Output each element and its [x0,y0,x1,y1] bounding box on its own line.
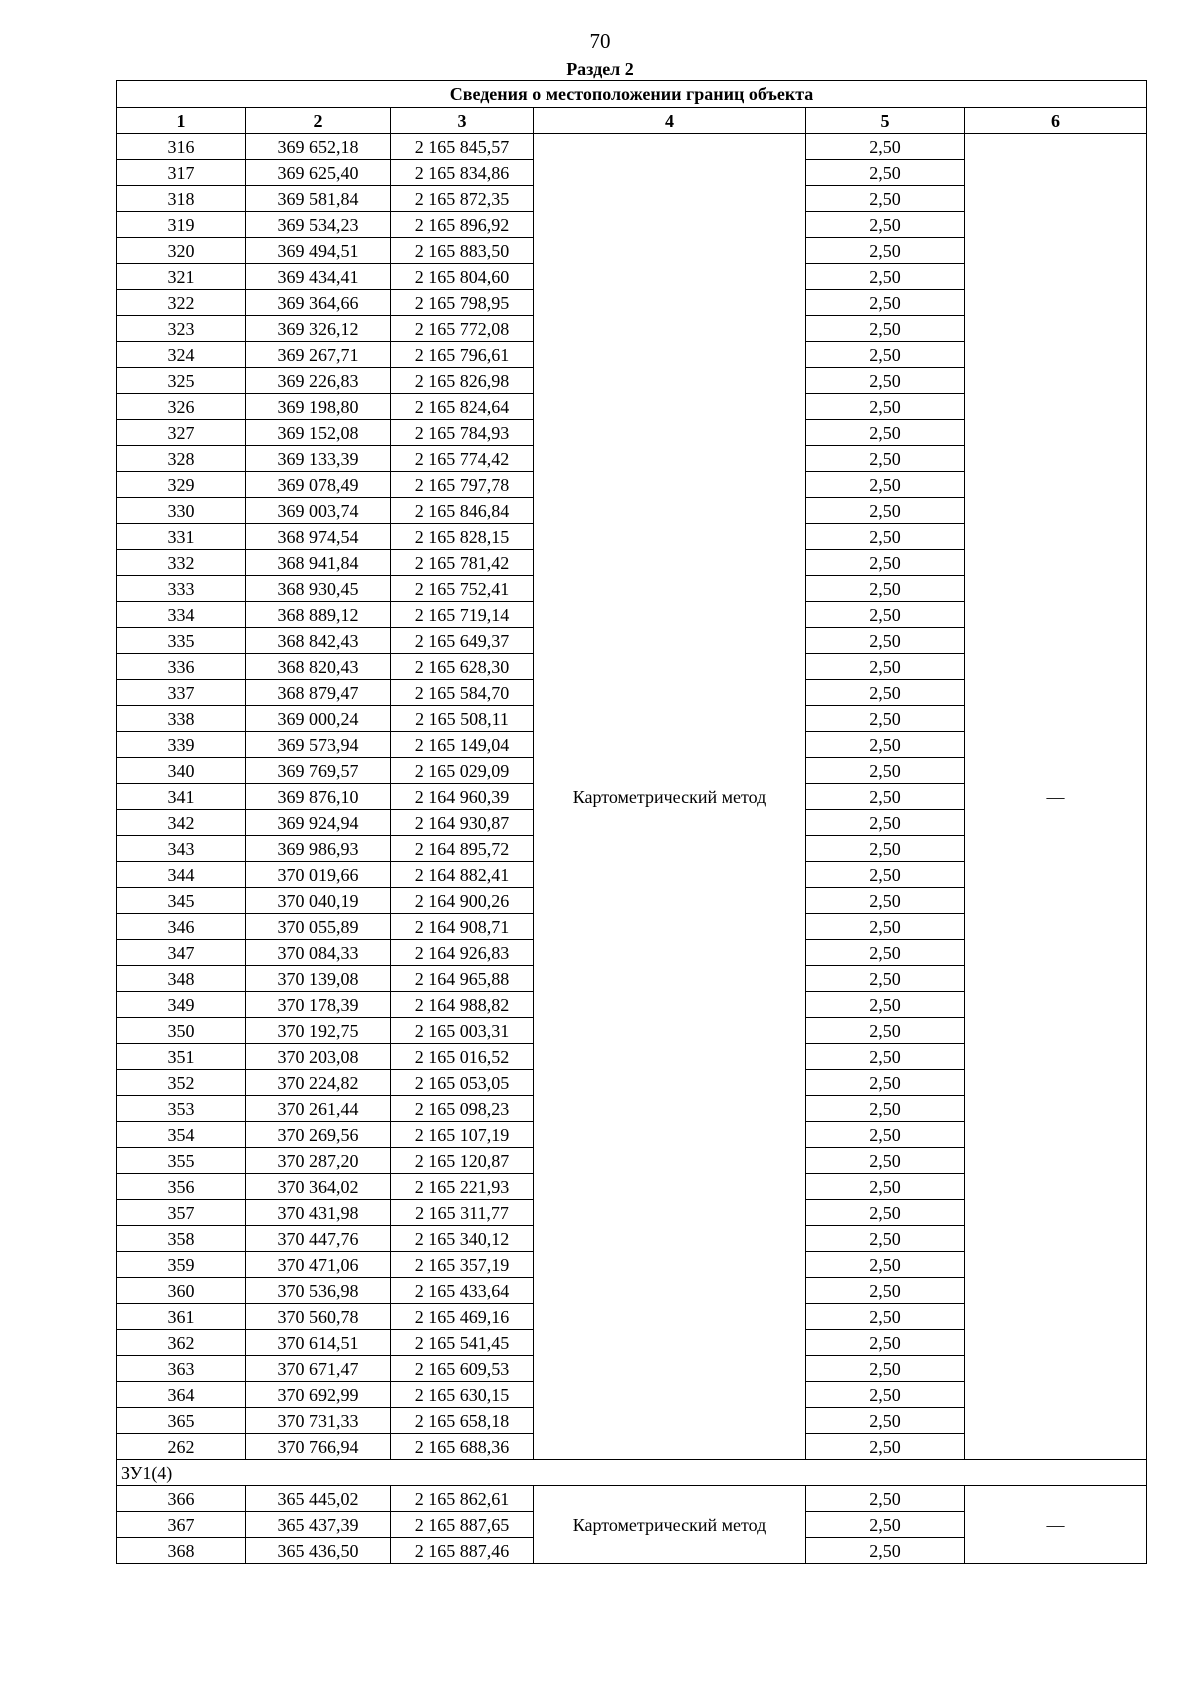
coordinate-y-cell: 2 165 688,36 [391,1434,534,1460]
accuracy-cell: 2,50 [806,1070,965,1096]
coordinate-x-cell: 369 152,08 [246,420,391,446]
point-number-cell: 354 [117,1122,246,1148]
accuracy-cell: 2,50 [806,888,965,914]
coordinate-x-cell: 370 560,78 [246,1304,391,1330]
point-number-cell: 337 [117,680,246,706]
coordinate-x-cell: 370 224,82 [246,1070,391,1096]
point-number-cell: 334 [117,602,246,628]
coordinate-x-cell: 370 431,98 [246,1200,391,1226]
point-number-cell: 320 [117,238,246,264]
accuracy-cell: 2,50 [806,212,965,238]
accuracy-cell: 2,50 [806,654,965,680]
coordinate-x-cell: 369 625,40 [246,160,391,186]
point-number-cell: 323 [117,316,246,342]
coordinate-y-cell: 2 164 988,82 [391,992,534,1018]
coordinate-y-cell: 2 165 798,95 [391,290,534,316]
accuracy-cell: 2,50 [806,264,965,290]
point-number-cell: 363 [117,1356,246,1382]
point-number-cell: 345 [117,888,246,914]
accuracy-cell: 2,50 [806,628,965,654]
coordinate-x-cell: 368 974,54 [246,524,391,550]
accuracy-cell: 2,50 [806,1408,965,1434]
accuracy-cell: 2,50 [806,550,965,576]
accuracy-cell: 2,50 [806,394,965,420]
point-number-cell: 348 [117,966,246,992]
coordinate-y-cell: 2 164 900,26 [391,888,534,914]
coordinate-x-cell: 368 930,45 [246,576,391,602]
point-number-cell: 324 [117,342,246,368]
coordinate-x-cell: 370 084,33 [246,940,391,966]
point-number-cell: 328 [117,446,246,472]
method-cell: Картометрический метод [534,134,806,1460]
accuracy-cell: 2,50 [806,498,965,524]
coordinate-x-cell: 370 192,75 [246,1018,391,1044]
accuracy-cell: 2,50 [806,1538,965,1564]
accuracy-cell: 2,50 [806,940,965,966]
point-number-cell: 347 [117,940,246,966]
coordinate-x-cell: 368 889,12 [246,602,391,628]
coordinate-x-cell: 368 941,84 [246,550,391,576]
accuracy-cell: 2,50 [806,966,965,992]
accuracy-cell: 2,50 [806,290,965,316]
coordinate-y-cell: 2 165 628,30 [391,654,534,680]
coordinate-x-cell: 369 876,10 [246,784,391,810]
accuracy-cell: 2,50 [806,992,965,1018]
coordinate-x-cell: 369 003,74 [246,498,391,524]
accuracy-cell: 2,50 [806,160,965,186]
accuracy-cell: 2,50 [806,1278,965,1304]
coordinate-y-cell: 2 165 221,93 [391,1174,534,1200]
point-number-cell: 321 [117,264,246,290]
point-number-cell: 351 [117,1044,246,1070]
point-number-cell: 359 [117,1252,246,1278]
coordinate-x-cell: 369 267,71 [246,342,391,368]
coordinate-x-cell: 370 364,02 [246,1174,391,1200]
coordinate-x-cell: 369 534,23 [246,212,391,238]
coordinate-y-cell: 2 164 882,41 [391,862,534,888]
section-title: Раздел 2 [566,59,634,79]
table-header-row [117,108,1147,134]
coordinate-y-cell: 2 165 149,04 [391,732,534,758]
point-number-cell: 358 [117,1226,246,1252]
point-number-cell: 327 [117,420,246,446]
coordinate-y-cell: 2 165 016,52 [391,1044,534,1070]
point-number-cell: 362 [117,1330,246,1356]
accuracy-cell: 2,50 [806,186,965,212]
point-number-cell: 349 [117,992,246,1018]
point-number-cell: 367 [117,1512,246,1538]
point-number-cell: 342 [117,810,246,836]
accuracy-cell: 2,50 [806,446,965,472]
point-number-cell: 318 [117,186,246,212]
coordinate-y-cell: 2 165 752,41 [391,576,534,602]
accuracy-cell: 2,50 [806,836,965,862]
point-number-cell: 317 [117,160,246,186]
coordinate-y-cell: 2 165 120,87 [391,1148,534,1174]
coordinate-x-cell: 370 055,89 [246,914,391,940]
point-number-cell: 262 [117,1434,246,1460]
coordinate-y-cell: 2 165 508,11 [391,706,534,732]
point-number-cell: 340 [117,758,246,784]
coordinate-x-cell: 369 198,80 [246,394,391,420]
accuracy-cell: 2,50 [806,784,965,810]
accuracy-cell: 2,50 [806,810,965,836]
coordinate-y-cell: 2 165 862,61 [391,1486,534,1512]
note-cell: — [965,134,1147,1460]
coordinate-y-cell: 2 165 887,46 [391,1538,534,1564]
coordinate-y-cell: 2 165 433,64 [391,1278,534,1304]
point-number-cell: 332 [117,550,246,576]
point-number-cell: 330 [117,498,246,524]
table-row [117,1486,1147,1512]
coordinate-y-cell: 2 165 029,09 [391,758,534,784]
point-number-cell: 366 [117,1486,246,1512]
point-number-cell: 316 [117,134,246,160]
coordinate-x-cell: 369 434,41 [246,264,391,290]
coordinate-y-cell: 2 165 719,14 [391,602,534,628]
coordinate-x-cell: 370 614,51 [246,1330,391,1356]
coordinate-y-cell: 2 165 357,19 [391,1252,534,1278]
point-number-cell: 343 [117,836,246,862]
point-number-cell: 336 [117,654,246,680]
coordinate-x-cell: 370 692,99 [246,1382,391,1408]
coordinate-y-cell: 2 165 541,45 [391,1330,534,1356]
point-number-cell: 319 [117,212,246,238]
coordinate-x-cell: 368 820,43 [246,654,391,680]
accuracy-cell: 2,50 [806,1096,965,1122]
point-number-cell: 339 [117,732,246,758]
point-number-cell: 365 [117,1408,246,1434]
point-number-cell: 355 [117,1148,246,1174]
column-header-6: 6 [965,108,1147,134]
coordinate-y-cell: 2 165 772,08 [391,316,534,342]
coordinate-y-cell: 2 165 311,77 [391,1200,534,1226]
point-number-cell: 356 [117,1174,246,1200]
point-number-cell: 353 [117,1096,246,1122]
coordinate-x-cell: 370 261,44 [246,1096,391,1122]
point-number-cell: 352 [117,1070,246,1096]
column-header-3: 3 [391,108,534,134]
coordinate-y-cell: 2 164 930,87 [391,810,534,836]
coordinate-y-cell: 2 165 828,15 [391,524,534,550]
coordinate-x-cell: 365 437,39 [246,1512,391,1538]
point-number-cell: 346 [117,914,246,940]
table-caption: Сведения о местоположении границ объекта [117,81,1147,108]
point-number-cell: 360 [117,1278,246,1304]
page-number: 70 [589,29,611,53]
accuracy-cell: 2,50 [806,1252,965,1278]
accuracy-cell: 2,50 [806,914,965,940]
table-caption-row [117,81,1147,108]
coordinate-y-cell: 2 165 804,60 [391,264,534,290]
coordinate-x-cell: 369 652,18 [246,134,391,160]
accuracy-cell: 2,50 [806,368,965,394]
coordinate-x-cell: 370 447,76 [246,1226,391,1252]
coordinate-x-cell: 369 924,94 [246,810,391,836]
accuracy-cell: 2,50 [806,862,965,888]
point-number-cell: 357 [117,1200,246,1226]
coordinate-y-cell: 2 165 098,23 [391,1096,534,1122]
coordinate-y-cell: 2 165 834,86 [391,160,534,186]
column-header-5: 5 [806,108,965,134]
group-label: ЗУ1(4) [117,1460,1147,1486]
coordinate-y-cell: 2 164 895,72 [391,836,534,862]
coordinate-x-cell: 368 842,43 [246,628,391,654]
coordinate-y-cell: 2 165 774,42 [391,446,534,472]
accuracy-cell: 2,50 [806,1174,965,1200]
coordinate-y-cell: 2 165 469,16 [391,1304,534,1330]
coordinate-x-cell: 369 494,51 [246,238,391,264]
accuracy-cell: 2,50 [806,342,965,368]
coordinate-x-cell: 370 178,39 [246,992,391,1018]
point-number-cell: 364 [117,1382,246,1408]
column-header-4: 4 [534,108,806,134]
point-number-cell: 329 [117,472,246,498]
coordinate-x-cell: 365 436,50 [246,1538,391,1564]
accuracy-cell: 2,50 [806,732,965,758]
accuracy-cell: 2,50 [806,758,965,784]
point-number-cell: 368 [117,1538,246,1564]
coordinate-x-cell: 365 445,02 [246,1486,391,1512]
group-label-row [117,1460,1147,1486]
accuracy-cell: 2,50 [806,1382,965,1408]
accuracy-cell: 2,50 [806,1434,965,1460]
accuracy-cell: 2,50 [806,238,965,264]
accuracy-cell: 2,50 [806,1330,965,1356]
table-row [117,134,1147,160]
point-number-cell: 341 [117,784,246,810]
coordinate-y-cell: 2 164 960,39 [391,784,534,810]
coordinate-y-cell: 2 165 797,78 [391,472,534,498]
accuracy-cell: 2,50 [806,1200,965,1226]
coordinate-x-cell: 370 269,56 [246,1122,391,1148]
point-number-cell: 335 [117,628,246,654]
coordinate-x-cell: 370 040,19 [246,888,391,914]
accuracy-cell: 2,50 [806,472,965,498]
coordinate-y-cell: 2 165 784,93 [391,420,534,446]
point-number-cell: 331 [117,524,246,550]
coordinate-y-cell: 2 165 609,53 [391,1356,534,1382]
column-header-1: 1 [117,108,246,134]
coordinate-y-cell: 2 165 584,70 [391,680,534,706]
coordinate-x-cell: 370 536,98 [246,1278,391,1304]
accuracy-cell: 2,50 [806,1018,965,1044]
coordinate-x-cell: 369 573,94 [246,732,391,758]
accuracy-cell: 2,50 [806,1044,965,1070]
coordinate-y-cell: 2 165 340,12 [391,1226,534,1252]
accuracy-cell: 2,50 [806,316,965,342]
coordinate-x-cell: 370 766,94 [246,1434,391,1460]
coordinate-x-cell: 369 226,83 [246,368,391,394]
accuracy-cell: 2,50 [806,420,965,446]
coordinate-x-cell: 368 879,47 [246,680,391,706]
accuracy-cell: 2,50 [806,134,965,160]
accuracy-cell: 2,50 [806,1148,965,1174]
coordinate-y-cell: 2 165 846,84 [391,498,534,524]
coordinate-y-cell: 2 165 649,37 [391,628,534,654]
point-number-cell: 350 [117,1018,246,1044]
point-number-cell: 325 [117,368,246,394]
accuracy-cell: 2,50 [806,706,965,732]
point-number-cell: 338 [117,706,246,732]
coordinate-y-cell: 2 165 824,64 [391,394,534,420]
accuracy-cell: 2,50 [806,1226,965,1252]
coordinate-x-cell: 369 581,84 [246,186,391,212]
coordinate-y-cell: 2 165 872,35 [391,186,534,212]
accuracy-cell: 2,50 [806,1304,965,1330]
note-cell: — [965,1486,1147,1564]
column-header-2: 2 [246,108,391,134]
accuracy-cell: 2,50 [806,524,965,550]
coordinate-y-cell: 2 165 826,98 [391,368,534,394]
coordinate-y-cell: 2 165 781,42 [391,550,534,576]
coordinate-x-cell: 369 364,66 [246,290,391,316]
coordinate-y-cell: 2 165 887,65 [391,1512,534,1538]
accuracy-cell: 2,50 [806,1356,965,1382]
coordinate-y-cell: 2 165 003,31 [391,1018,534,1044]
coordinate-x-cell: 369 133,39 [246,446,391,472]
coordinate-x-cell: 370 287,20 [246,1148,391,1174]
coordinate-y-cell: 2 164 908,71 [391,914,534,940]
point-number-cell: 326 [117,394,246,420]
point-number-cell: 333 [117,576,246,602]
coordinate-y-cell: 2 165 630,15 [391,1382,534,1408]
coordinate-y-cell: 2 165 658,18 [391,1408,534,1434]
method-cell: Картометрический метод [534,1486,806,1564]
accuracy-cell: 2,50 [806,1486,965,1512]
accuracy-cell: 2,50 [806,1122,965,1148]
accuracy-cell: 2,50 [806,576,965,602]
coordinate-x-cell: 370 139,08 [246,966,391,992]
coordinate-y-cell: 2 165 053,05 [391,1070,534,1096]
coordinate-y-cell: 2 165 845,57 [391,134,534,160]
boundary-coordinates-table [116,80,1147,1564]
coordinate-x-cell: 369 986,93 [246,836,391,862]
coordinate-x-cell: 370 019,66 [246,862,391,888]
coordinate-x-cell: 369 326,12 [246,316,391,342]
coordinate-y-cell: 2 164 926,83 [391,940,534,966]
coordinate-y-cell: 2 164 965,88 [391,966,534,992]
point-number-cell: 322 [117,290,246,316]
coordinate-y-cell: 2 165 796,61 [391,342,534,368]
coordinate-x-cell: 369 078,49 [246,472,391,498]
accuracy-cell: 2,50 [806,602,965,628]
accuracy-cell: 2,50 [806,680,965,706]
coordinate-x-cell: 369 769,57 [246,758,391,784]
point-number-cell: 344 [117,862,246,888]
point-number-cell: 361 [117,1304,246,1330]
coordinate-x-cell: 369 000,24 [246,706,391,732]
coordinate-y-cell: 2 165 883,50 [391,238,534,264]
coordinate-x-cell: 370 731,33 [246,1408,391,1434]
coordinate-x-cell: 370 471,06 [246,1252,391,1278]
accuracy-cell: 2,50 [806,1512,965,1538]
coordinate-x-cell: 370 671,47 [246,1356,391,1382]
coordinate-y-cell: 2 165 107,19 [391,1122,534,1148]
coordinate-y-cell: 2 165 896,92 [391,212,534,238]
coordinate-x-cell: 370 203,08 [246,1044,391,1070]
